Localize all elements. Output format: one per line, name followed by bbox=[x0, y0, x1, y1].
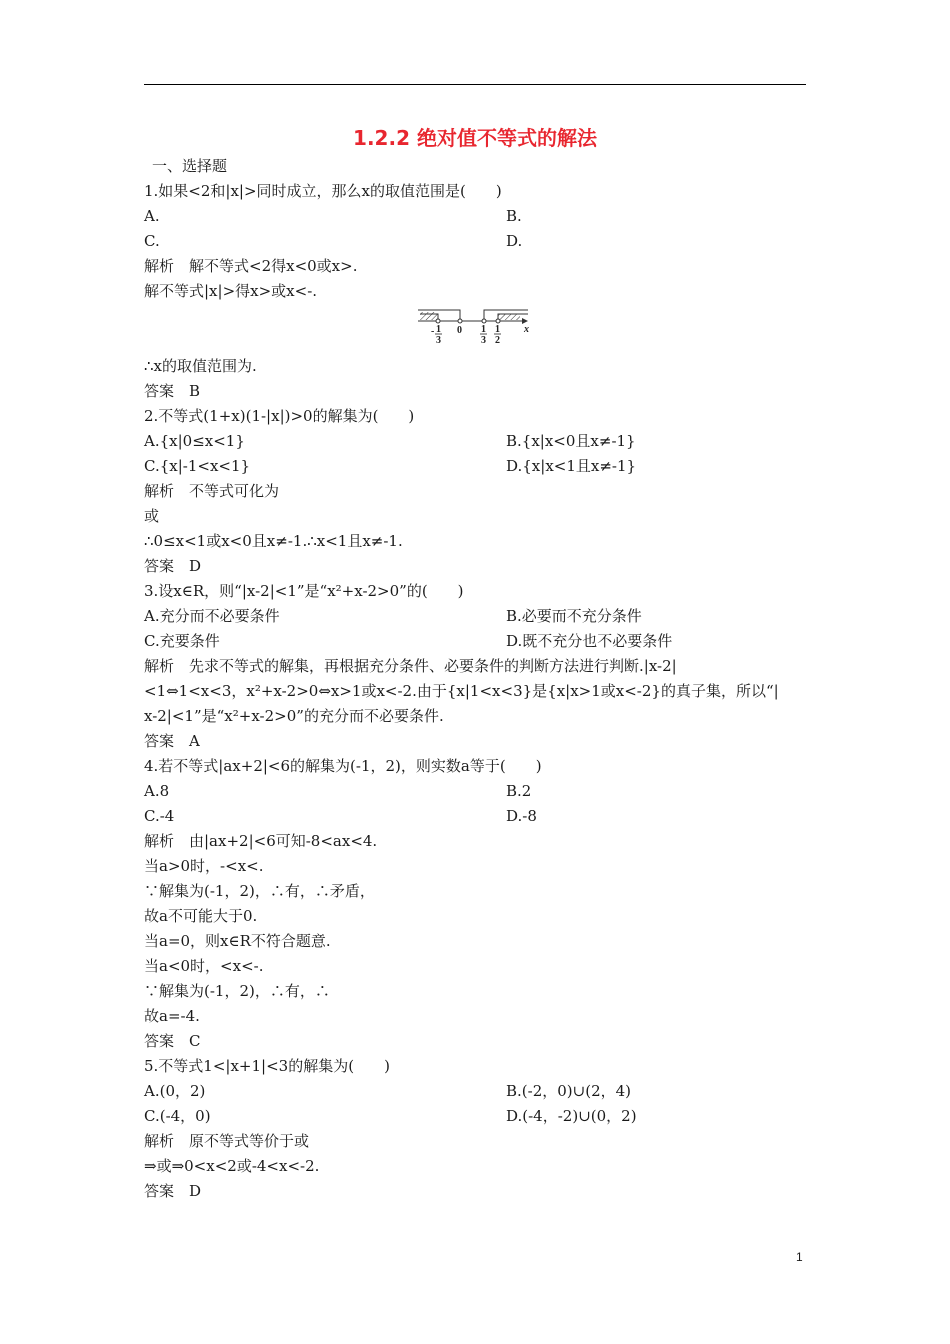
text-line: 解析 原不等式等价于或 bbox=[144, 1132, 310, 1150]
fig-label-3b: 3 bbox=[481, 335, 486, 346]
option-right: B.必要而不充分条件 bbox=[506, 607, 642, 625]
text-line: 答案 D bbox=[144, 1182, 202, 1200]
option-right: D.既不充分也不必要条件 bbox=[506, 632, 673, 650]
text-line: 故a不可能大于0. bbox=[144, 907, 258, 925]
option-right: B.{x|x<0且x≠-1} bbox=[506, 432, 636, 450]
text-line: A.{x|0≤x<1} bbox=[144, 432, 245, 450]
text-line: 答案 C bbox=[144, 1032, 201, 1050]
option-right: D.{x|x<1且x≠-1} bbox=[506, 457, 637, 475]
text-line: C. bbox=[144, 232, 160, 250]
text-line: x-2|<1”是“x²+x-2>0”的充分而不必要条件. bbox=[144, 707, 444, 725]
text-line: 答案 A bbox=[144, 732, 200, 750]
fig-label-1: 1 bbox=[436, 324, 441, 335]
text-line: 3.设x∈R，则“|x-2|<1”是“x²+x-2>0”的( ) bbox=[144, 582, 464, 600]
fig-label-1b: 1 bbox=[481, 324, 486, 335]
text-line: ⇒或⇒0<x<2或-4<x<-2. bbox=[144, 1157, 320, 1175]
point-neg-third bbox=[436, 319, 440, 323]
option-right: B.2 bbox=[506, 782, 532, 800]
text-line: 解析 不等式可化为 bbox=[144, 482, 280, 500]
text-line: 或 bbox=[144, 507, 160, 525]
text-line: C.{x|-1<x<1} bbox=[144, 457, 251, 475]
text-line: 当a<0时，<x<-. bbox=[144, 957, 264, 975]
text-line: A. bbox=[144, 207, 160, 225]
text-line: 当a=0，则x∈R不符合题意. bbox=[144, 932, 331, 950]
header-rule bbox=[144, 84, 806, 85]
option-right: D.-8 bbox=[506, 807, 537, 825]
point-third bbox=[482, 319, 486, 323]
text-line: 解析 由|ax+2|<6可知-8<ax<4. bbox=[144, 832, 378, 850]
text-line: 解不等式|x|>得x>或x<-. bbox=[144, 282, 318, 300]
text-line: <1⇔1<x<3，x²+x-2>0⇔x>1或x<-2.由于{x|1<x<3}是{x|x>1或x<-2}的真子集，所以“| bbox=[144, 682, 779, 700]
minus-sign: - bbox=[431, 326, 435, 337]
text-line: 解析 解不等式<2得x<0或x>. bbox=[144, 257, 358, 275]
number-line-figure bbox=[418, 305, 536, 349]
text-line: ∵解集为(-1，2)，∴有，∴矛盾， bbox=[144, 882, 375, 900]
fig-label-3: 3 bbox=[436, 335, 441, 346]
fig-label-2: 2 bbox=[495, 335, 500, 346]
text-line: 2.不等式(1+x)(1-|x|)>0的解集为( ) bbox=[144, 407, 415, 425]
text-line: A.充分而不必要条件 bbox=[144, 607, 280, 625]
text-line: 5.不等式1<|x+1|<3的解集为( ) bbox=[144, 1057, 390, 1075]
text-line: 故a=-4. bbox=[144, 1007, 200, 1025]
point-half bbox=[496, 319, 500, 323]
text-line: C.充要条件 bbox=[144, 632, 220, 650]
text-line: 解析 先求不等式的解集，再根据充分条件、必要条件的判断方法进行判断.|x-2| bbox=[144, 657, 677, 675]
fig-label-x: x bbox=[524, 324, 529, 335]
text-line: 答案 D bbox=[144, 557, 202, 575]
text-line: ∴0≤x<1或x<0且x≠-1.∴x<1且x≠-1. bbox=[144, 532, 403, 550]
text-line: ∴x的取值范围为. bbox=[144, 357, 257, 375]
page-title: 1.2.2 绝对值不等式的解法 bbox=[353, 126, 597, 150]
option-right: D. bbox=[506, 232, 523, 250]
hatch-right bbox=[498, 314, 520, 320]
fig-label-1c: 1 bbox=[495, 324, 500, 335]
text-line: C.(-4，0) bbox=[144, 1107, 211, 1125]
page-number: 1 bbox=[796, 1250, 803, 1264]
option-right: B.(-2，0)∪(2，4) bbox=[506, 1082, 632, 1100]
text-line: ∵解集为(-1，2)，∴有，∴ bbox=[144, 982, 330, 1000]
hatch-left bbox=[420, 312, 438, 320]
text-line: 4.若不等式|ax+2|<6的解集为(-1，2)，则实数a等于( ) bbox=[144, 757, 542, 775]
text-line: 1.如果<2和|x|>同时成立，那么x的取值范围是( ) bbox=[144, 182, 502, 200]
fig-label-0: 0 bbox=[457, 325, 462, 336]
option-right: B. bbox=[506, 207, 522, 225]
option-right: D.(-4，-2)∪(0，2) bbox=[506, 1107, 637, 1125]
section-heading: 一、选择题 bbox=[152, 157, 228, 175]
text-line: A.8 bbox=[144, 782, 170, 800]
text-line: 答案 B bbox=[144, 382, 201, 400]
text-line: A.(0，2) bbox=[144, 1082, 206, 1100]
text-line: C.-4 bbox=[144, 807, 175, 825]
point-zero bbox=[458, 319, 462, 323]
text-line: 当a>0时，-<x<. bbox=[144, 857, 264, 875]
